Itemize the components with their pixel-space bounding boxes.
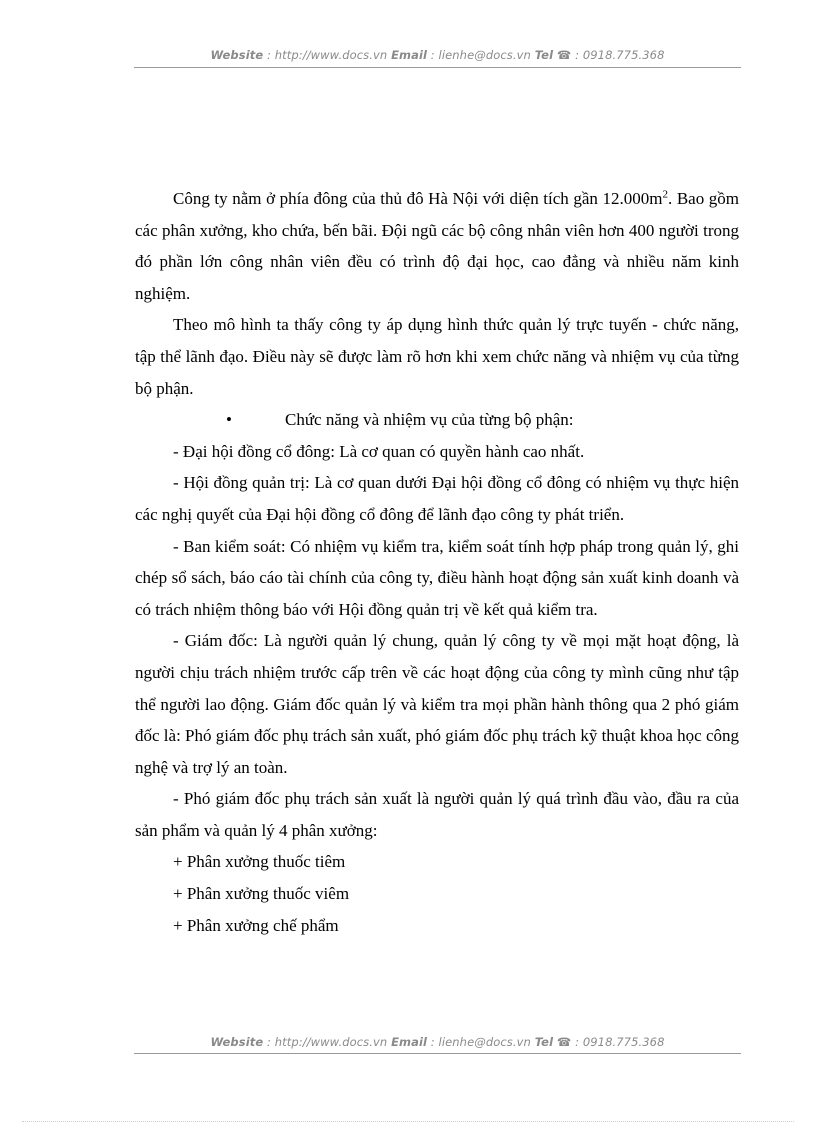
header-email-label: Email [391,48,428,62]
header-website-label: Website [210,48,264,62]
header-tel-label: Tel [534,48,554,62]
footer-website-label: Website [210,1035,264,1049]
bullet-heading [135,404,739,436]
footer-tel-value: : 0918.775.368 [571,1035,665,1049]
page-footer [134,1035,741,1049]
paragraph-deputy-director: - Phó giám đốc phụ trách sản xuất là người quản lý quá trình đầu vào, đầu ra của sản phẩm và quản lý 4 phân xưởng: [135,789,739,840]
header-website-link[interactable]: : http://www.docs.vn [263,48,392,62]
footer-divider [134,1053,741,1054]
header-tel-value: : 0918.775.368 [571,48,665,62]
bullet-heading-text: Chức năng và nhiệm vụ của từng bộ phận: [285,410,574,430]
footer-website-link[interactable]: : http://www.docs.vn [263,1035,392,1049]
list-item: + Phân xưởng thuốc tiêm [173,852,346,872]
phone-icon: ☎ [556,48,572,62]
list-item: + Phân xưởng thuốc viêm [173,884,350,904]
footer-email-link[interactable]: : lienhe@docs.vn [427,1035,535,1049]
document-body [135,183,739,941]
page-header [134,48,741,62]
list-item: + Phân xưởng chế phẩm [173,915,339,935]
phone-icon: ☎ [556,1035,572,1049]
footer-tel-label: Tel [534,1035,554,1049]
paragraph-director: - Giám đốc: Là người quản lý chung, quản lý công ty về mọi mặt hoạt động, là người chịu trách nhiệm trước cấp trên về các hoạt động của công ty mình cũng như tập thể người lao động. Giám đốc quản lý và kiểm tra mọi phần hành thông qua 2 phó giám đốc là: Phó giám đốc phụ trách sản xuất, phó giám đốc phụ trách kỹ thuật khoa học công nghệ và trợ lý an toàn. [135,631,739,777]
paragraph-supervisory-board: - Ban kiểm soát: Có nhiệm vụ kiểm tra, kiểm soát tính hợp pháp trong quản lý, ghi chép sổ sách, báo cáo tài chính của công ty, điều hành hoạt động sản xuất kinh doanh và có trách nhiệm thông báo với Hội đồng quản trị về kết quả kiểm tra. [135,536,739,619]
bullet-icon: • [226,410,232,430]
superscript-2: 2 [662,188,668,201]
header-divider [134,67,741,68]
header-email-link[interactable]: : lienhe@docs.vn [427,48,535,62]
page-boundary [22,1121,794,1122]
footer-email-label: Email [391,1035,428,1049]
paragraph-board-of-directors: - Hội đồng quản trị: Là cơ quan dưới Đại hội đồng cổ đông có nhiệm vụ thực hiện các nghị quyết của Đại hội đồng cổ đông để lãnh đạo công ty phát triển. [135,473,739,524]
paragraph-company-overview: Công ty nằm ở phía đông của thủ đô Hà Nội với diện tích gần $12.000m^2$. Bao gồm các phân xưởng, kho chứa, bến bãi. Đội ngũ các bộ công nhân viên hơn 400 người trong đó phần lớn công nhân viên đều có trình độ đại học, cao đẳng và nhiều năm kinh nghiệm. [135,188,740,303]
paragraph-shareholders-meeting: - Đại hội đồng cổ đông: Là cơ quan có quyền hành cao nhất. [173,441,585,461]
paragraph-management-model: Theo mô hình ta thấy công ty áp dụng hình thức quản lý trực tuyến - chức năng, tập thể lãnh đạo. Điều này sẽ được làm rõ hơn khi xem chức năng và nhiệm vụ của từng bộ phận. [135,315,739,398]
